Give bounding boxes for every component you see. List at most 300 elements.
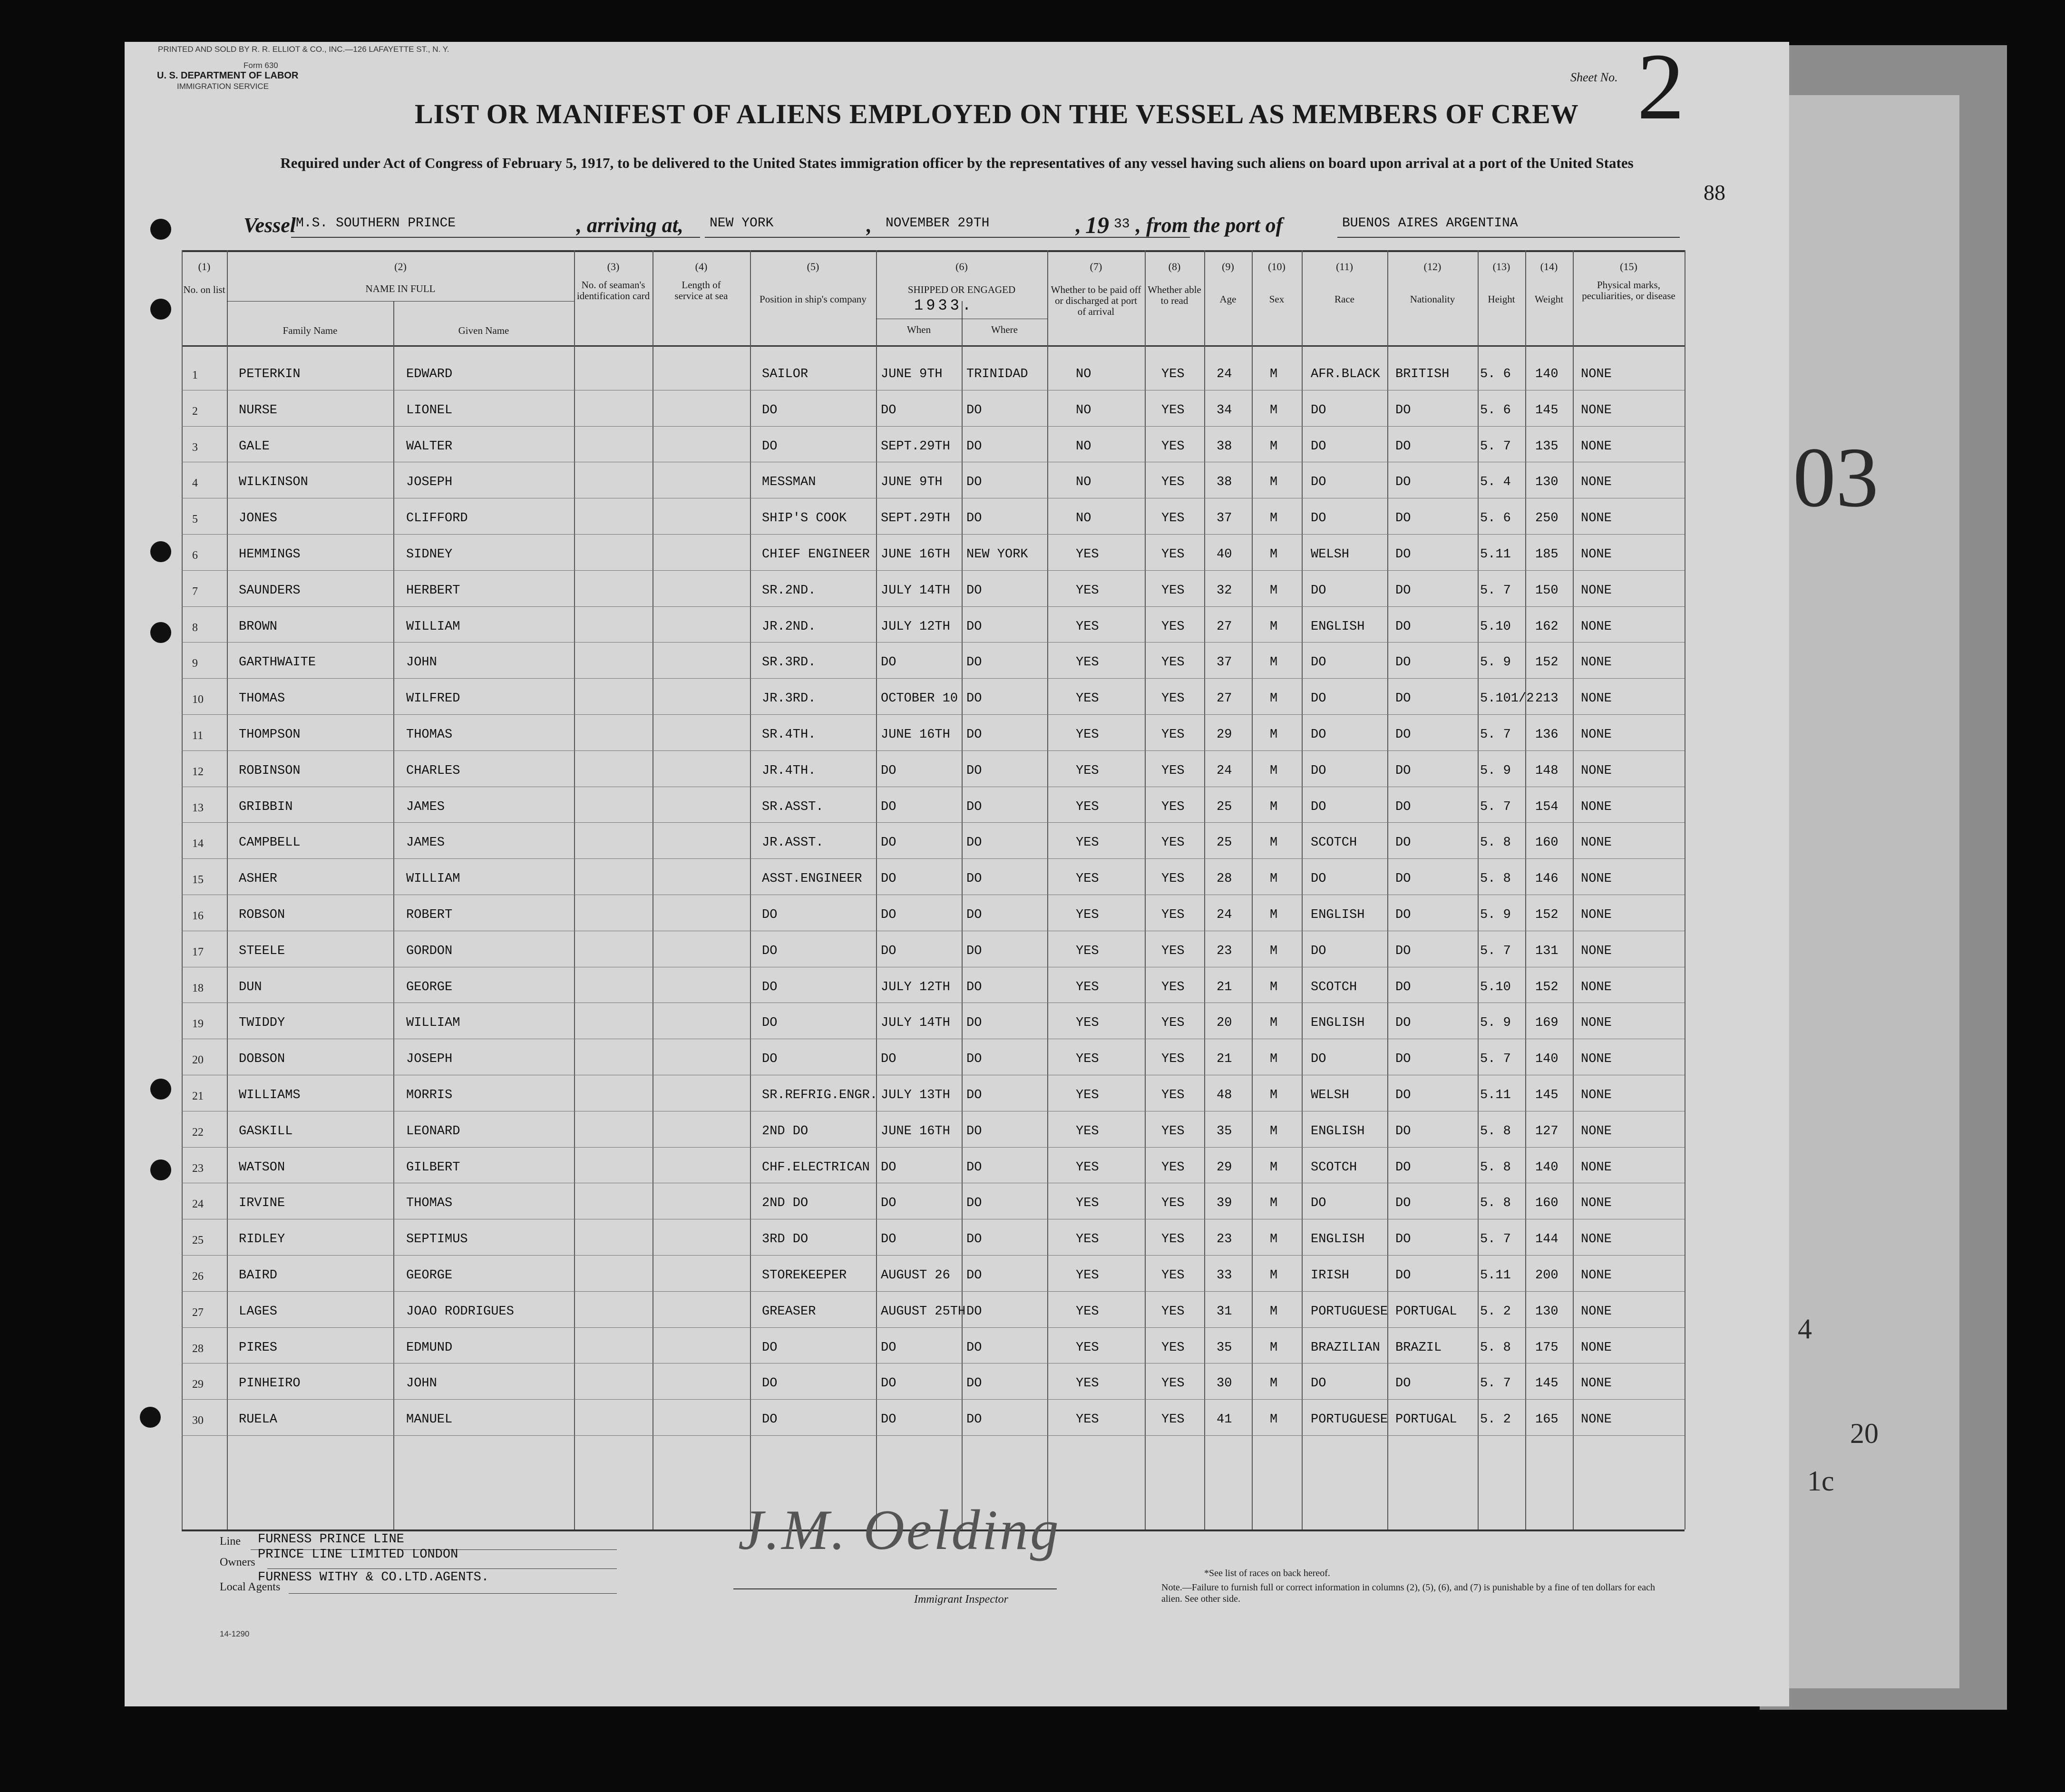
- cell-read: YES: [1161, 619, 1185, 634]
- cell-age: 35: [1217, 1340, 1232, 1355]
- cell-race: DO: [1311, 1376, 1326, 1391]
- cell-race: DO: [1311, 583, 1326, 598]
- cell-age: 32: [1217, 583, 1232, 598]
- col-header-paid-off: Whether to be paid off or discharged at port of arrival: [1051, 284, 1141, 317]
- cell-nat: DO: [1395, 799, 1411, 814]
- cell-when: AUGUST 26: [881, 1268, 950, 1283]
- cell-nat: DO: [1395, 691, 1411, 706]
- cell-read: YES: [1161, 1340, 1185, 1355]
- cell-where: DO: [966, 1376, 982, 1391]
- row-rule: [182, 678, 1685, 679]
- cell-age: 38: [1217, 439, 1232, 454]
- col-header-given: Given Name: [458, 325, 509, 336]
- col-header-family: Family Name: [282, 325, 338, 336]
- cell-family: TWIDDY: [239, 1016, 285, 1031]
- cell-family: RIDLEY: [239, 1232, 285, 1247]
- cell-read: YES: [1161, 980, 1185, 994]
- arriving-label: , arriving at,: [576, 214, 683, 237]
- form-code: 14-1290: [220, 1629, 250, 1638]
- punch-hole: [150, 219, 171, 240]
- arrival-date: NOVEMBER 29TH: [886, 216, 990, 231]
- cell-weight: 144: [1535, 1232, 1558, 1247]
- cell-nat: DO: [1395, 980, 1411, 994]
- cell-family: PETERKIN: [239, 367, 301, 381]
- col-num: (6): [955, 261, 968, 273]
- year-suffix: 33: [1114, 217, 1130, 232]
- cell-family: WILKINSON: [239, 475, 308, 490]
- cell-age: 41: [1217, 1412, 1232, 1427]
- cell-where: DO: [966, 1304, 982, 1319]
- cell-height: 5. 9: [1480, 655, 1511, 670]
- cell-when: DO: [881, 1412, 896, 1427]
- cell-given: WALTER: [406, 439, 453, 454]
- cell-paid: YES: [1076, 908, 1099, 922]
- cell-read: YES: [1161, 1124, 1185, 1139]
- cell-position: DO: [762, 1412, 778, 1427]
- cell-sex: M: [1270, 1376, 1278, 1391]
- cell-nat: DO: [1395, 763, 1411, 778]
- cell-height: 5. 7: [1480, 583, 1511, 598]
- cell-where: DO: [966, 1052, 982, 1067]
- cell-family: BAIRD: [239, 1268, 278, 1283]
- cell-read: YES: [1161, 728, 1185, 742]
- row-rule: [182, 858, 1685, 859]
- cell-nat: DO: [1395, 1268, 1411, 1283]
- row-number: 23: [192, 1162, 204, 1175]
- cell-race: DO: [1311, 691, 1326, 706]
- cell-marks: NONE: [1581, 1160, 1612, 1175]
- cell-given: EDWARD: [406, 367, 453, 381]
- row-number: 15: [192, 874, 204, 886]
- cell-age: 33: [1217, 1268, 1232, 1283]
- cell-nat: DO: [1395, 1196, 1411, 1211]
- cell-read: YES: [1161, 511, 1185, 526]
- cell-paid: YES: [1076, 1268, 1099, 1283]
- row-rule: [182, 1291, 1685, 1292]
- cell-when: JUNE 16TH: [881, 547, 950, 562]
- cell-nat: DO: [1395, 908, 1411, 922]
- cell-given: WILFRED: [406, 691, 460, 706]
- cell-position: SR.ASST.: [762, 799, 824, 814]
- cell-nat: DO: [1395, 944, 1411, 958]
- cell-when: DO: [881, 872, 896, 886]
- cell-nat: DO: [1395, 1052, 1411, 1067]
- cell-when: DO: [881, 1376, 896, 1391]
- cell-position: 3RD DO: [762, 1232, 808, 1247]
- cell-paid: YES: [1076, 836, 1099, 850]
- cell-marks: NONE: [1581, 908, 1612, 922]
- cell-sex: M: [1270, 1304, 1278, 1319]
- cell-family: JONES: [239, 511, 278, 526]
- cell-height: 5.101/2: [1480, 691, 1534, 706]
- cell-marks: NONE: [1581, 944, 1612, 958]
- cell-race: DO: [1311, 511, 1326, 526]
- cell-nat: DO: [1395, 511, 1411, 526]
- cell-paid: YES: [1076, 619, 1099, 634]
- cell-nat: DO: [1395, 728, 1411, 742]
- row-number: 10: [192, 693, 204, 706]
- cell-weight: 130: [1535, 475, 1558, 490]
- cell-family: THOMPSON: [239, 728, 301, 742]
- cell-where: DO: [966, 475, 982, 490]
- cell-weight: 185: [1535, 547, 1558, 562]
- cell-paid: NO: [1076, 511, 1091, 526]
- cell-marks: NONE: [1581, 1412, 1612, 1427]
- col-header-weight: Weight: [1534, 293, 1564, 305]
- cell-read: YES: [1161, 583, 1185, 598]
- row-rule: [182, 426, 1685, 427]
- cell-where: DO: [966, 403, 982, 418]
- cell-sex: M: [1270, 1052, 1278, 1067]
- cell-height: 5. 9: [1480, 908, 1511, 922]
- cell-read: YES: [1161, 944, 1185, 958]
- cell-marks: NONE: [1581, 728, 1612, 742]
- cell-height: 5. 8: [1480, 1196, 1511, 1211]
- cell-where: DO: [966, 908, 982, 922]
- cell-race: DO: [1311, 799, 1326, 814]
- cell-when: JUNE 16TH: [881, 1124, 950, 1139]
- punch-hole: [150, 1079, 171, 1100]
- cell-race: ENGLISH: [1311, 1232, 1365, 1247]
- cell-when: DO: [881, 1160, 896, 1175]
- col-header-race: Race: [1334, 293, 1354, 305]
- row-rule: [182, 1399, 1685, 1400]
- cell-read: YES: [1161, 799, 1185, 814]
- cell-position: SR.3RD.: [762, 655, 816, 670]
- cell-age: 23: [1217, 1232, 1232, 1247]
- cell-when: SEPT.29TH: [881, 511, 950, 526]
- row-number: 9: [192, 657, 198, 670]
- cell-sex: M: [1270, 583, 1278, 598]
- cell-read: YES: [1161, 1016, 1185, 1031]
- cell-race: DO: [1311, 763, 1326, 778]
- cell-weight: 136: [1535, 728, 1558, 742]
- line-label: Line: [220, 1535, 241, 1548]
- cell-age: 30: [1217, 1376, 1232, 1391]
- cell-sex: M: [1270, 1268, 1278, 1283]
- cell-family: WILLIAMS: [239, 1088, 301, 1102]
- cell-weight: 140: [1535, 1052, 1558, 1067]
- cell-read: YES: [1161, 1232, 1185, 1247]
- cell-age: 48: [1217, 1088, 1232, 1102]
- cell-marks: NONE: [1581, 367, 1612, 381]
- cell-given: JAMES: [406, 799, 445, 814]
- cell-sex: M: [1270, 1160, 1278, 1175]
- cell-given: SIDNEY: [406, 547, 453, 562]
- cell-given: THOMAS: [406, 1196, 453, 1211]
- punch-hole: [150, 622, 171, 643]
- year-prefix: 19: [1085, 212, 1109, 238]
- cell-age: 21: [1217, 1052, 1232, 1067]
- penalty-note: Note.—Failure to furnish full or correct information in columns (2), (5), (6), and (7) is punishable by a fine of ten dollars for each alien. See other side.: [1161, 1582, 1656, 1604]
- cell-when: JULY 13TH: [881, 1088, 950, 1102]
- cell-marks: NONE: [1581, 583, 1612, 598]
- cell-age: 24: [1217, 908, 1232, 922]
- cell-read: YES: [1161, 475, 1185, 490]
- cell-nat: DO: [1395, 1160, 1411, 1175]
- cell-read: YES: [1161, 1412, 1185, 1427]
- cell-sex: M: [1270, 475, 1278, 490]
- cell-position: DO: [762, 439, 778, 454]
- cell-height: 5. 7: [1480, 1232, 1511, 1247]
- col-header-where: Where: [991, 324, 1018, 335]
- cell-age: 31: [1217, 1304, 1232, 1319]
- row-number: 26: [192, 1270, 204, 1283]
- cell-sex: M: [1270, 872, 1278, 886]
- line-value: FURNESS PRINCE LINE: [258, 1532, 404, 1547]
- from-port: BUENOS AIRES ARGENTINA: [1342, 216, 1518, 231]
- cell-when: DO: [881, 836, 896, 850]
- cell-weight: 160: [1535, 836, 1558, 850]
- cell-paid: NO: [1076, 403, 1091, 418]
- cell-sex: M: [1270, 1124, 1278, 1139]
- cell-age: 27: [1217, 691, 1232, 706]
- cell-read: YES: [1161, 547, 1185, 562]
- cell-where: DO: [966, 836, 982, 850]
- cell-age: 28: [1217, 872, 1232, 886]
- cell-when: JULY 12TH: [881, 980, 950, 994]
- cell-where: DO: [966, 728, 982, 742]
- cell-race: DO: [1311, 1196, 1326, 1211]
- cell-given: JOHN: [406, 655, 437, 670]
- cell-nat: DO: [1395, 1016, 1411, 1031]
- cell-when: DO: [881, 1340, 896, 1355]
- cell-nat: DO: [1395, 836, 1411, 850]
- cell-nat: BRITISH: [1395, 367, 1450, 381]
- cell-nat: DO: [1395, 475, 1411, 490]
- cell-race: PORTUGUESE: [1311, 1412, 1388, 1427]
- cell-weight: 145: [1535, 1088, 1558, 1102]
- cell-family: DOBSON: [239, 1052, 285, 1067]
- cell-height: 5. 7: [1480, 439, 1511, 454]
- cell-where: DO: [966, 1268, 982, 1283]
- row-number: 25: [192, 1234, 204, 1247]
- cell-paid: YES: [1076, 1052, 1099, 1067]
- cell-race: SCOTCH: [1311, 980, 1357, 994]
- cell-family: SAUNDERS: [239, 583, 301, 598]
- service-line: IMMIGRATION SERVICE: [177, 82, 269, 91]
- agents-label: Local Agents: [220, 1581, 281, 1593]
- col-num: (7): [1090, 261, 1102, 273]
- cell-weight: 154: [1535, 799, 1558, 814]
- sheet-number-label: Sheet No.: [1570, 70, 1618, 84]
- cell-family: GALE: [239, 439, 270, 454]
- row-rule: [182, 822, 1685, 823]
- cell-when: JUNE 16TH: [881, 728, 950, 742]
- cell-height: 5. 2: [1480, 1412, 1511, 1427]
- cell-marks: NONE: [1581, 763, 1612, 778]
- cell-age: 29: [1217, 728, 1232, 742]
- row-rule: [182, 534, 1685, 535]
- cell-family: PINHEIRO: [239, 1376, 301, 1391]
- cell-race: DO: [1311, 439, 1326, 454]
- cell-position: JR.3RD.: [762, 691, 816, 706]
- cell-family: ASHER: [239, 872, 278, 886]
- cell-nat: PORTUGAL: [1395, 1412, 1457, 1427]
- cell-sex: M: [1270, 836, 1278, 850]
- cell-position: DO: [762, 944, 778, 958]
- cell-where: DO: [966, 872, 982, 886]
- cell-height: 5. 7: [1480, 728, 1511, 742]
- row-number: 28: [192, 1342, 204, 1355]
- cell-height: 5. 6: [1480, 367, 1511, 381]
- shipped-year: 1933.: [914, 297, 974, 314]
- owners-label: Owners: [220, 1556, 255, 1568]
- cell-given: WILLIAM: [406, 1016, 460, 1031]
- cell-family: BROWN: [239, 619, 278, 634]
- row-number: 2: [192, 405, 198, 418]
- cell-height: 5. 7: [1480, 799, 1511, 814]
- cell-nat: DO: [1395, 619, 1411, 634]
- cell-height: 5.11: [1480, 547, 1511, 562]
- cell-height: 5. 8: [1480, 1124, 1511, 1139]
- owners-value: PRINCE LINE LIMITED LONDON: [258, 1548, 458, 1562]
- col-num: (14): [1540, 261, 1558, 273]
- cell-age: 27: [1217, 619, 1232, 634]
- cell-given: CHARLES: [406, 763, 460, 778]
- row-number: 6: [192, 549, 198, 562]
- cell-family: DUN: [239, 980, 262, 994]
- cell-marks: NONE: [1581, 691, 1612, 706]
- cell-given: ROBERT: [406, 908, 453, 922]
- cell-paid: YES: [1076, 1304, 1099, 1319]
- cell-weight: 165: [1535, 1412, 1558, 1427]
- page-mark: 88: [1704, 180, 1725, 205]
- cell-weight: 160: [1535, 1196, 1558, 1211]
- adjacent-page: [1779, 95, 1959, 1688]
- cell-weight: 130: [1535, 1304, 1558, 1319]
- cell-family: GARTHWAITE: [239, 655, 316, 670]
- cell-race: SCOTCH: [1311, 836, 1357, 850]
- cell-weight: 148: [1535, 763, 1558, 778]
- cell-family: IRVINE: [239, 1196, 285, 1211]
- cell-family: WATSON: [239, 1160, 285, 1175]
- cell-sex: M: [1270, 1016, 1278, 1031]
- cell-weight: 150: [1535, 583, 1558, 598]
- cell-given: JOAO RODRIGUES: [406, 1304, 514, 1319]
- cell-sex: M: [1270, 1340, 1278, 1355]
- manifest-sheet: PRINTED AND SOLD BY R. R. ELLIOT & CO., INC.—126 LAFAYETTE ST., N. Y. U. S. DEPARTMENT OF LABOR IMMIGRATION SERVICE Form 630 Sheet No. 2 88 LIST OR MANIFEST OF ALIENS EMPLOYED ON THE VESSEL AS MEMBERS OF CREW Required under Act of Congress of February 5, 1917, to be delivered to the United States immigration officer by the representatives of any vessel having such aliens on board upon arrival at a port of the United States Vessel M.S. SOUTHERN PRINCE , arriving at, NEW YORK , NOVEMBER 29TH , 19 33 , from the port of BUENOS AIRES ARGENTINA (1) No. on list (2) NAME IN FULL Family Name Given Name (3) No. of seaman's identification card (4) Length of service at sea (5) Position in ship's company (6) SHIPPED OR ENGAGED 1933. When Where (7) Whether to be paid off or discharged at port of arrival (8) Whether able to read (9) Age (10) Sex (11) Race (12) Nationality (13) Height (14) Weight (15) Physical marks, peculiarities, or disease 1 PETERKIN EDWARD SAILOR JUNE 9TH TRINIDAD NO YES 24 M AFR.BLACK BRITISH 5. 6 140 NONE 2 NURSE LIONEL DO DO DO NO YES 34 M DO DO 5. 6 145 NONE 3 GALE WALTER DO SEPT.29TH DO NO YES 38 M DO DO 5. 7 135 NONE 4 WILKINSON JOSEPH MESSMAN JUNE 9TH DO NO YES 38 M DO DO 5. 4 130 NONE 5 JONES CLIFFORD SHIP'S COOK SEPT.29TH DO NO YES 37 M DO DO 5. 6 250 NONE 6 HEMMINGS SIDNEY CHIEF ENGINEER JUNE 16TH NEW YORK YES YES 40 M WELSH DO 5.11 185 NONE 7 SAUNDERS HERBERT SR.2ND. JULY 14TH DO YES YES 32 M DO DO 5. 7 150 NONE 8 BROWN WILLIAM JR.2ND. JULY 12TH DO YES YES 27 M ENGLISH DO 5.10 162 NONE 9 GARTHWAITE JOHN SR.3RD. DO DO YES YES 37 M DO DO 5. 9 152 NONE 10 THOMAS WILFRED JR.3RD. OCTOBER 10 DO YES YES 27 M DO DO 5.101/2 213 NONE 11 THOMPSON THOMAS SR.4TH. JUNE 16TH DO YES YES 29 M DO DO 5. 7 136 NONE 12 ROBINSON CHARLES JR.4TH. DO DO YES YES 24 M DO DO 5. 9 148 NONE 13 GRIBBIN JAMES SR.ASST. DO DO YES YES 25 M DO DO 5. 7 154 NONE 14 CAMPBELL JAMES JR.ASST. DO DO YES YES 25 M SCOTCH DO 5. 8 160 NONE 15 ASHER WILLIAM ASST.ENGINEER DO DO YES YES 28 M DO DO 5. 8 146 NONE 16 ROBSON ROBERT DO DO DO YES YES 24 M ENGLISH DO 5. 9 152 NONE 17 STEELE GORDON DO DO DO YES YES 23 M DO DO 5. 7 131 NONE 18 DUN GEORGE DO JULY 12TH DO YES YES 21 M SCOTCH DO 5.10 152 NONE 19 TWIDDY WILLIAM DO JULY 14TH DO YES YES 20 M ENGLISH DO 5. 9 169 NONE 20 DOBSON JOSEPH DO DO DO YES YES 21 M DO DO 5. 7 140 NONE 21 WILLIAMS MORRIS SR.REFRIG.ENGR. JULY 13TH DO YES YES 48 M WELSH DO 5.11 145 NONE 22 GASKILL LEONARD 2ND DO JUNE 16TH DO YES YES 35 M ENGLISH DO 5. 8 127 NONE 23 WATSON GILBERT CHF.ELECTRICAN DO DO YES YES 29 M SCOTCH DO 5. 8 140 NONE 24 IRVINE THOMAS 2ND DO DO DO YES YES 39 M DO DO 5. 8 160 NONE 25 RIDLEY SEPTIMUS 3RD DO DO DO YES YES 23 M ENGLISH DO 5. 7 144 NONE 26 BAIRD GEORGE STOREKEEPER AUGUST 26 DO YES YES 33 M IRISH DO 5.11 200 NONE 27 LAGES JOAO RODRIGUES GREASER AUGUST 25TH DO YES YES 31 M PORTUGUESE PORTUGAL 5. 2 130 NONE 28 PIRES EDMUND DO DO DO YES YES 35 M BRAZILIAN BRAZIL 5. 8 175 NONE 29 PINHEIRO JOHN DO DO DO YES YES 30 M DO DO 5. 7 145 NONE 30 RUELA MANUEL DO DO DO YES YES 41 M PORTUGUESE PORTUGAL 5. 2 165 NONE Line FURNESS PRINCE LINE Owners PRINCE LINE LIMITED LONDON Local Agents FURNESS WITHY & CO.LTD.AGENTS. 14-1290 J.M. Oelding Immigrant Inspector *See list of races on back hereof. Note.—Failure to furnish full or correct information in columns (2), (5), (6), and (7) is punishable by a fine of ten dollars for each alien. See other side.: [125, 42, 1789, 1706]
- cell-height: 5. 8: [1480, 872, 1511, 886]
- cell-nat: DO: [1395, 655, 1411, 670]
- row-rule: [182, 606, 1685, 607]
- cell-read: YES: [1161, 1160, 1185, 1175]
- cell-sex: M: [1270, 1196, 1278, 1211]
- row-rule: [182, 1147, 1685, 1148]
- cell-family: RUELA: [239, 1412, 278, 1427]
- cell-position: JR.2ND.: [762, 619, 816, 634]
- cell-where: DO: [966, 655, 982, 670]
- cell-family: CAMPBELL: [239, 836, 301, 850]
- department-line: U. S. DEPARTMENT OF LABOR: [157, 70, 299, 81]
- cell-sex: M: [1270, 511, 1278, 526]
- cell-race: DO: [1311, 655, 1326, 670]
- cell-race: SCOTCH: [1311, 1160, 1357, 1175]
- form-number: Form 630: [244, 61, 278, 70]
- cell-weight: 131: [1535, 944, 1558, 958]
- cell-race: DO: [1311, 475, 1326, 490]
- cell-position: SAILOR: [762, 367, 808, 381]
- cell-marks: NONE: [1581, 1376, 1612, 1391]
- cell-weight: 169: [1535, 1016, 1558, 1031]
- cell-age: 39: [1217, 1196, 1232, 1211]
- cell-sex: M: [1270, 439, 1278, 454]
- cell-race: ENGLISH: [1311, 908, 1365, 922]
- col-num: (3): [607, 261, 620, 273]
- cell-age: 21: [1217, 980, 1232, 994]
- cell-marks: NONE: [1581, 1052, 1612, 1067]
- cell-weight: 127: [1535, 1124, 1558, 1139]
- cell-family: LAGES: [239, 1304, 278, 1319]
- cell-position: JR.4TH.: [762, 763, 816, 778]
- cell-nat: PORTUGAL: [1395, 1304, 1457, 1319]
- cell-age: 40: [1217, 547, 1232, 562]
- punch-hole: [150, 1159, 171, 1180]
- row-number: 3: [192, 441, 198, 454]
- cell-age: 25: [1217, 836, 1232, 850]
- cell-where: DO: [966, 1412, 982, 1427]
- cell-position: DO: [762, 1376, 778, 1391]
- cell-sex: M: [1270, 763, 1278, 778]
- cell-marks: NONE: [1581, 1196, 1612, 1211]
- cell-marks: NONE: [1581, 511, 1612, 526]
- cell-race: IRISH: [1311, 1268, 1350, 1283]
- col-num: (4): [695, 261, 708, 273]
- cell-family: HEMMINGS: [239, 547, 301, 562]
- cell-given: MANUEL: [406, 1412, 453, 1427]
- row-number: 12: [192, 765, 204, 778]
- row-number: 4: [192, 477, 198, 490]
- cell-read: YES: [1161, 1268, 1185, 1283]
- cell-position: DO: [762, 1016, 778, 1031]
- cell-paid: YES: [1076, 1412, 1099, 1427]
- cell-age: 24: [1217, 367, 1232, 381]
- cell-when: DO: [881, 1196, 896, 1211]
- cell-paid: YES: [1076, 583, 1099, 598]
- cell-marks: NONE: [1581, 980, 1612, 994]
- cell-where: DO: [966, 583, 982, 598]
- row-rule: [182, 750, 1685, 751]
- cell-race: DO: [1311, 944, 1326, 958]
- cell-given: MORRIS: [406, 1088, 453, 1102]
- cell-race: AFR.BLACK: [1311, 367, 1380, 381]
- cell-paid: YES: [1076, 1124, 1099, 1139]
- cell-marks: NONE: [1581, 1268, 1612, 1283]
- row-rule: [182, 570, 1685, 571]
- cell-race: ENGLISH: [1311, 1124, 1365, 1139]
- cell-marks: NONE: [1581, 1124, 1612, 1139]
- cell-race: PORTUGUESE: [1311, 1304, 1388, 1319]
- col-num: (11): [1336, 261, 1353, 273]
- cell-given: GEORGE: [406, 1268, 453, 1283]
- row-number: 14: [192, 838, 204, 850]
- cell-height: 5. 8: [1480, 1340, 1511, 1355]
- col-header-sex: Sex: [1269, 293, 1285, 305]
- cell-family: NURSE: [239, 403, 278, 418]
- cell-paid: YES: [1076, 1340, 1099, 1355]
- row-number: 30: [192, 1414, 204, 1427]
- cell-where: DO: [966, 1196, 982, 1211]
- cell-where: DO: [966, 439, 982, 454]
- cell-height: 5.11: [1480, 1088, 1511, 1102]
- cell-height: 5. 2: [1480, 1304, 1511, 1319]
- cell-where: DO: [966, 1088, 982, 1102]
- cell-height: 5.10: [1480, 619, 1511, 634]
- cell-age: 38: [1217, 475, 1232, 490]
- cell-sex: M: [1270, 799, 1278, 814]
- cell-marks: NONE: [1581, 1304, 1612, 1319]
- cell-given: JAMES: [406, 836, 445, 850]
